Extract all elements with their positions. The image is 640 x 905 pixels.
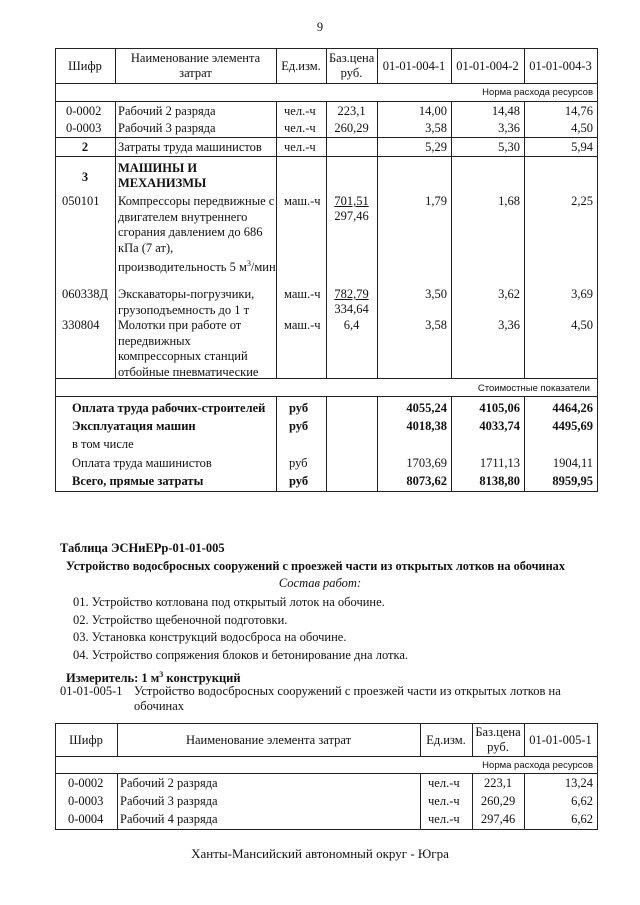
table-row-name: Экскаваторы-погрузчики, грузоподъемность до 1 т	[118, 287, 255, 317]
table-row-price: 297,46	[480, 812, 516, 826]
cost-row-value: 1711,13	[479, 456, 520, 470]
header-price: Баз.цена руб.	[475, 725, 521, 754]
table-row-value: 3,62	[498, 287, 520, 301]
table-row-name: Рабочий 3 разряда	[120, 794, 218, 808]
table-row-unit: чел.-ч	[428, 794, 460, 808]
meter-label: Измеритель: 1 $м^3$ конструкций	[66, 670, 241, 686]
table-row-value: 14,76	[564, 104, 593, 118]
header-price: Баз.цена руб.	[329, 51, 375, 80]
work-item: 01. Устройство котлована под открытый лоток на обочине.	[73, 595, 385, 609]
table-row-name: Рабочий 4 разряда	[120, 812, 218, 826]
table-row-value: 5,30	[498, 140, 520, 154]
cost-row-name: в том числе	[72, 437, 134, 451]
table-row-price: 6,4	[343, 318, 360, 332]
item-text: Устройство водосбросных сооружений с проезжей части из открытых лотков на обочинах	[134, 684, 561, 713]
cost-row-value: 8073,62	[406, 474, 447, 488]
norm-label: Норма расхода ресурсов	[482, 760, 593, 771]
table-row-value: 3,69	[571, 287, 593, 301]
header-code: Шифр	[68, 59, 102, 73]
cost-row-value: 4018,38	[406, 419, 447, 433]
cost-row-value: 8138,80	[479, 474, 520, 488]
table-row-value: 5,29	[425, 140, 447, 154]
work-item: 03. Установка конструкций водосброса на обочине.	[73, 630, 347, 644]
header-col-3: 01-01-004-3	[529, 59, 592, 73]
table-row-code: 0-0003	[66, 121, 102, 135]
table-row-code: 050101	[62, 194, 100, 208]
cost-row-unit: руб	[289, 456, 308, 470]
cost-label: Стоимостные показатели	[477, 383, 590, 394]
cost-row-value: 1904,11	[552, 456, 593, 470]
table-row-unit: чел.-ч	[284, 121, 316, 135]
table-row-unit: чел.-ч	[284, 140, 316, 154]
table-row-value: 6,62	[571, 794, 593, 808]
table-row-value: 4,50	[571, 318, 593, 332]
cost-row-value: 4464,26	[552, 401, 593, 415]
table-row-price: 223,1	[483, 776, 513, 790]
table-row-name: Рабочий 2 разряда	[120, 776, 218, 790]
table-row-price: 260,29	[334, 121, 369, 135]
table-row-value: 3,50	[425, 287, 447, 301]
cost-row-name: Всего, прямые затраты	[72, 474, 204, 488]
page-number: 9	[316, 20, 324, 34]
table-row-price: 223,1	[337, 104, 366, 118]
header-name: Наименование элемента затрат	[130, 51, 261, 80]
table-row-value: 6,62	[571, 812, 593, 826]
work-item: 04. Устройство сопряжения блоков и бетонирование дна лотка.	[73, 648, 409, 662]
table-row-unit: маш.-ч	[284, 194, 321, 208]
cost-row-unit: руб	[289, 419, 309, 433]
header-col-2: 01-01-004-2	[456, 59, 519, 73]
work-item: 02. Устройство щебеночной подготовки.	[73, 613, 288, 627]
cost-row-unit: руб	[289, 474, 309, 488]
cost-row-unit: руб	[289, 401, 309, 415]
table-row-value: 3,58	[425, 318, 447, 332]
composition-label: Состав работ:	[278, 576, 362, 590]
table-row-code: 2	[81, 140, 89, 154]
header-unit: Ед.изм.	[281, 59, 321, 73]
header-col: 01-01-005-1	[529, 733, 592, 747]
cost-row-value: 4495,69	[552, 419, 593, 433]
cost-row-name: Эксплуатация машин	[72, 419, 196, 433]
table-row-name: Рабочий 3 разряда	[118, 121, 216, 135]
table-row-value: 3,36	[498, 121, 520, 135]
table-title: Таблица ЭСНиЕРр-01-01-005	[60, 541, 225, 555]
cost-row-name: Оплата труда машинистов	[72, 456, 212, 470]
section-heading: Устройство водосбросных сооружений с проезжей части из открытых лотков на обочинах	[66, 559, 565, 573]
table-row-value: 1,68	[498, 194, 520, 208]
cost-row-value: 4033,74	[479, 419, 520, 433]
section-name: МАШИНЫ И МЕХАНИЗМЫ	[118, 161, 207, 190]
table-row-name: Рабочий 2 разряда	[118, 104, 216, 118]
table-row-value: 4,50	[571, 121, 593, 135]
header-col-1: 01-01-004-1	[382, 59, 446, 73]
table-row-price: 260,29	[480, 794, 516, 808]
table-row-unit: чел.-ч	[284, 104, 316, 118]
table-row-value: 1,79	[425, 194, 447, 208]
header-unit: Ед.изм.	[426, 733, 466, 747]
table-row-price-2: 334,64	[334, 302, 369, 316]
table-row-name: Компрессоры передвижные с двигателем внутреннего сгорания давлением до 686 кПа (7 ат), производительность 5 $м^3$/мин	[118, 194, 276, 275]
item-code: 01-01-005-1	[60, 684, 123, 698]
table-row-price-2: 297,46	[334, 209, 369, 223]
table-row-price: 782,79	[334, 287, 369, 301]
table-row-name: Молотки при работе от передвижных компрессорных станций отбойные пневматические	[118, 318, 259, 379]
header-name: Наименование элемента затрат	[185, 733, 352, 747]
cost-row-value: 8959,95	[552, 474, 593, 488]
table-row-unit: чел.-ч	[428, 812, 460, 826]
table-row-value: 3,58	[425, 121, 447, 135]
table-row-unit: маш.-ч	[284, 318, 321, 332]
table-row-code: 0-0004	[68, 812, 104, 826]
section-code: 3	[81, 170, 89, 184]
table-row-name: Затраты труда машинистов	[118, 140, 262, 154]
norm-label: Норма расхода ресурсов	[482, 87, 593, 98]
cost-row-name: Оплата труда рабочих-строителей	[72, 401, 266, 415]
table-row-value: 3,36	[498, 318, 520, 332]
table-row-code: 0-0002	[68, 776, 104, 790]
table-row-value: 14,48	[491, 104, 520, 118]
table-row-value: 5,94	[571, 140, 593, 154]
table-row-price: 701,51	[334, 194, 369, 208]
table-row-unit: маш.-ч	[284, 287, 321, 301]
table-row-unit: чел.-ч	[428, 776, 460, 790]
cost-row-value: 4105,06	[479, 401, 520, 415]
table-row-value: 2,25	[571, 194, 593, 208]
table-row-value: 13,24	[564, 776, 593, 790]
table-row-code: 060338Д	[62, 287, 109, 301]
header-code: Шифр	[69, 733, 103, 747]
footer-text: Ханты-Мансийский автономный округ - Югра	[191, 846, 449, 861]
cost-row-value: 4055,24	[406, 401, 447, 415]
table-row-code: 330804	[62, 318, 100, 332]
table-row-value: 14,00	[418, 104, 447, 118]
table-row-code: 0-0002	[66, 104, 102, 118]
cost-row-value: 1703,69	[406, 456, 447, 470]
table-row-code: 0-0003	[68, 794, 104, 808]
